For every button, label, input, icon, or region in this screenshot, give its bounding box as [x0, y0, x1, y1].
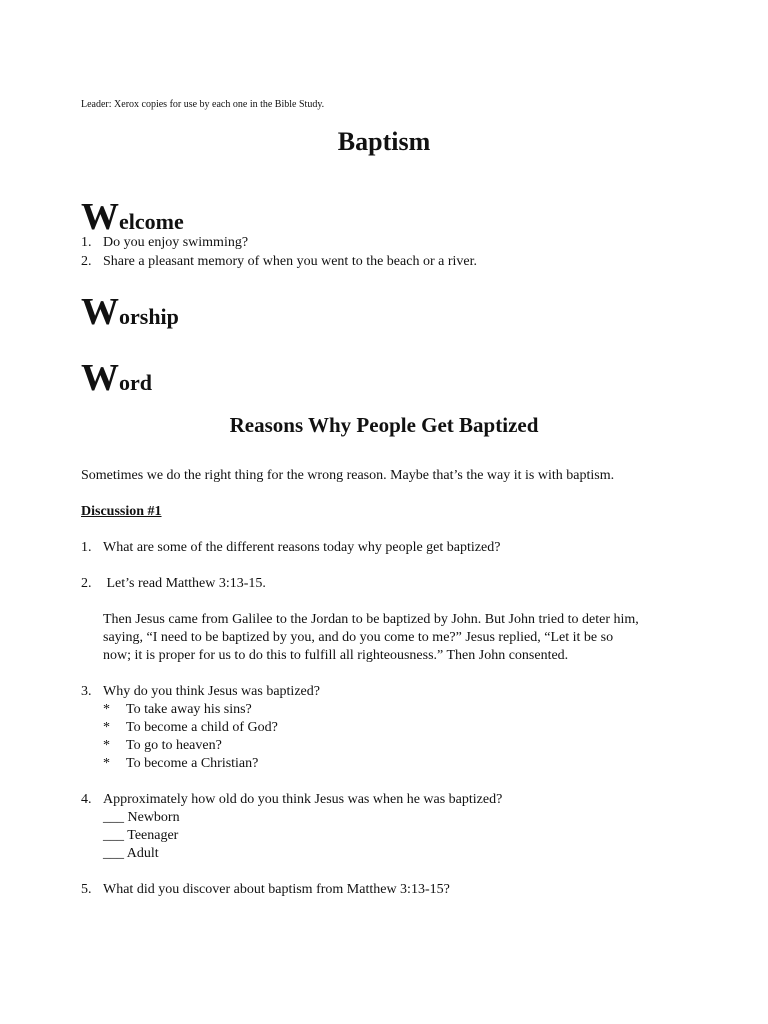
bullet-mark: *	[103, 756, 110, 771]
welcome-item-2	[81, 253, 477, 271]
question-1	[81, 539, 500, 557]
question-3	[81, 683, 320, 701]
question-text: Let’s read Matthew 3:13-15.	[103, 576, 266, 591]
question-3-option	[103, 701, 252, 719]
welcome-item-text: Share a pleasant memory of when you went to the beach or a river.	[103, 254, 477, 269]
question-2	[81, 575, 266, 593]
word-rest: ord	[119, 370, 152, 395]
option-text: To become a Christian?	[126, 756, 259, 771]
question-text: Approximately how old do you think Jesus was when he was baptized?	[103, 792, 503, 807]
question-4-option: ___ Newborn	[103, 810, 180, 825]
welcome-item-number: 2.	[81, 254, 92, 269]
option-text: To take away his sins?	[126, 702, 252, 717]
welcome-item-number: 1.	[81, 235, 92, 250]
leader-note: Leader: Xerox copies for use by each one in the Bible Study.	[81, 99, 325, 110]
word-initial: W	[81, 357, 119, 399]
question-text: What are some of the different reasons today why people get baptized?	[103, 540, 501, 555]
question-number: 5.	[81, 882, 92, 897]
worship-rest: orship	[119, 304, 179, 329]
welcome-item-text: Do you enjoy swimming?	[103, 235, 249, 250]
question-4-option: ___ Adult	[103, 846, 159, 861]
scripture-line-1: Then Jesus came from Galilee to the Jordan to be baptized by John. But John tried to deter him,	[103, 612, 639, 627]
option-text: To go to heaven?	[126, 738, 222, 753]
question-text: What did you discover about baptism from Matthew 3:13-15?	[103, 882, 450, 897]
question-4-option: ___ Teenager	[103, 828, 179, 843]
question-4	[81, 791, 502, 809]
bullet-mark: *	[103, 702, 110, 717]
discussion-heading: Discussion #1	[81, 504, 162, 519]
bullet-mark: *	[103, 738, 110, 753]
question-3-option	[103, 719, 278, 737]
word-heading	[81, 356, 152, 400]
question-number: 1.	[81, 540, 92, 555]
bullet-mark: *	[103, 720, 110, 735]
question-text: Why do you think Jesus was baptized?	[103, 684, 320, 699]
question-5	[81, 881, 450, 899]
welcome-heading	[81, 195, 184, 239]
question-3-option	[103, 755, 258, 773]
page-title: Baptism	[337, 127, 431, 156]
question-number: 3.	[81, 684, 92, 699]
worship-heading	[81, 290, 179, 334]
welcome-item-1	[81, 234, 248, 252]
welcome-initial: W	[81, 196, 119, 238]
option-text: To become a child of God?	[126, 720, 278, 735]
intro-paragraph: Sometimes we do the right thing for the wrong reason. Maybe that’s the way it is with baptism.	[81, 468, 615, 483]
worship-initial: W	[81, 291, 119, 333]
scripture-line-3: now; it is proper for us to do this to fulfill all righteousness.” Then John consented.	[103, 648, 569, 663]
welcome-rest: elcome	[119, 209, 184, 234]
section-subtitle: Reasons Why People Get Baptized	[229, 413, 539, 437]
question-3-option	[103, 737, 222, 755]
question-number: 2.	[81, 576, 92, 591]
question-number: 4.	[81, 792, 92, 807]
scripture-line-2: saying, “I need to be baptized by you, and do you come to me?” Jesus replied, “Let it be so	[103, 630, 614, 645]
